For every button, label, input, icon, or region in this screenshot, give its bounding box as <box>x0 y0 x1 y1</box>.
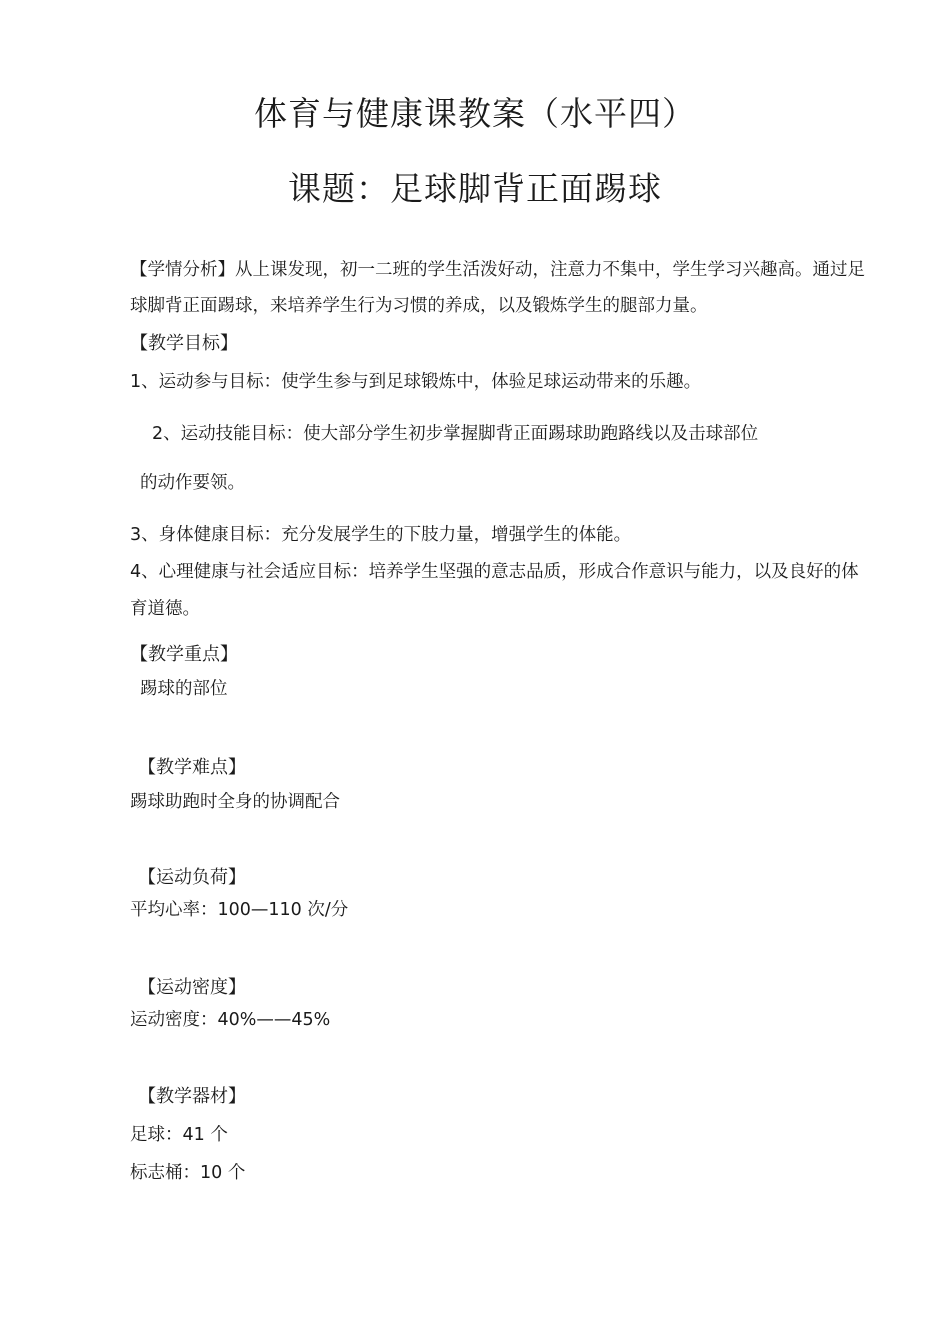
analysis-line-1: 【学情分析】从上课发现，初一二班的学生活泼好动，注意力不集中，学生学习兴趣高。通过足 <box>130 260 865 280</box>
objective-4-line-1: 4、心理健康与社会适应目标：培养学生坚强的意志品质，形成合作意识与能力，以及良好的体 <box>130 562 859 582</box>
objectives-heading: 【教学目标】 <box>130 333 238 354</box>
difficulty-text: 踢球助跑时全身的协调配合 <box>130 792 340 812</box>
objective-2-line-2: 的动作要领。 <box>140 473 245 493</box>
analysis-line-2: 球脚背正面踢球，来培养学生行为习惯的养成，以及锻炼学生的腿部力量。 <box>130 296 708 316</box>
key-point-heading: 【教学重点】 <box>130 644 238 665</box>
lesson-topic: 课题：足球脚背正面踢球 <box>288 169 662 208</box>
key-point-text: 踢球的部位 <box>140 679 228 699</box>
difficulty-heading: 【教学难点】 <box>138 757 246 778</box>
objective-4-line-2: 育道德。 <box>130 599 200 619</box>
equipment-heading: 【教学器材】 <box>138 1086 246 1107</box>
document-title: 体育与健康课教案（水平四） <box>254 94 696 133</box>
density-heading: 【运动密度】 <box>138 977 246 998</box>
equipment-item-cones: 标志桶：10 个 <box>130 1163 246 1183</box>
objective-3: 3、身体健康目标：充分发展学生的下肢力量，增强学生的体能。 <box>130 525 632 545</box>
density-text: 运动密度：40%——45% <box>130 1010 331 1030</box>
load-heading: 【运动负荷】 <box>138 867 246 888</box>
equipment-item-football: 足球：41 个 <box>130 1125 228 1145</box>
load-text: 平均心率：100—110 次/分 <box>130 900 349 920</box>
objective-2-line-1: 2、运动技能目标：使大部分学生初步掌握脚背正面踢球助跑路线以及击球部位 <box>152 424 759 444</box>
objective-1: 1、运动参与目标：使学生参与到足球锻炼中，体验足球运动带来的乐趣。 <box>130 372 702 392</box>
